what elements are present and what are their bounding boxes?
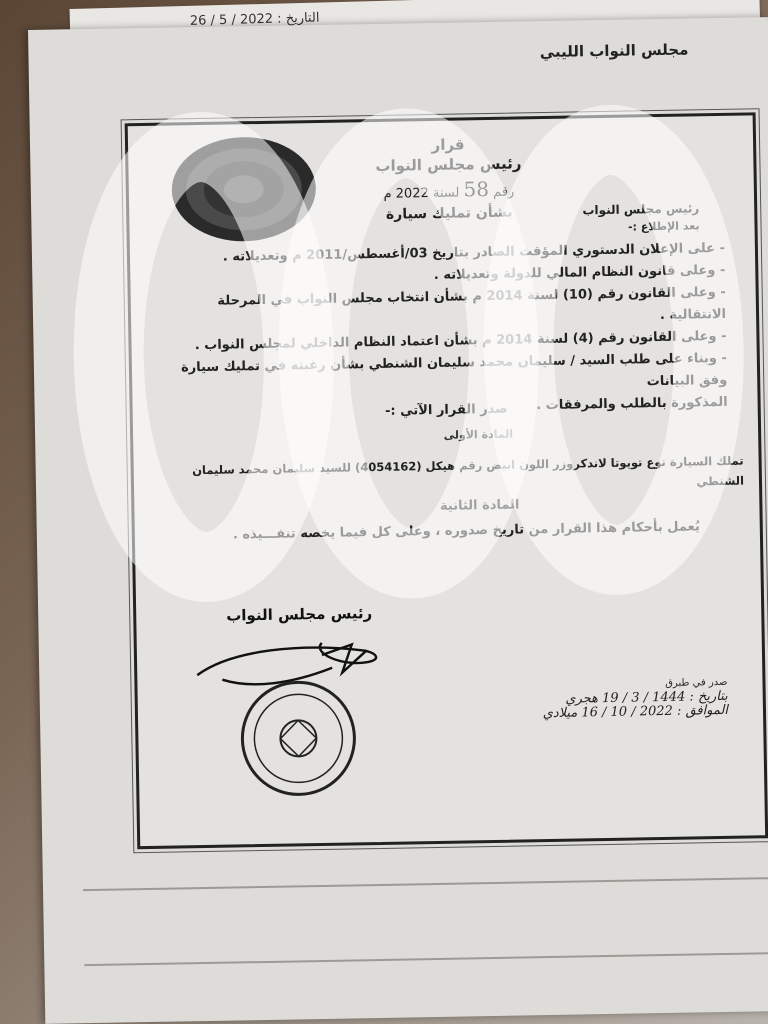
registration-block [527,676,728,721]
preamble-clauses [165,238,728,424]
number-prefix: رقم [492,184,515,200]
article-1-text: تملك السيارة نوع تويوتا لاندكروزر اللون ابيض رقم هيكل (4054162) للسيد سليمان محمد سليمان الشنطي [192,453,745,489]
from-label: رئيس مجلس النواب [582,201,700,218]
document-sheet [28,17,768,1024]
official-stamp-icon [237,677,359,799]
after-review-label: بعد الإطلاع :- [627,219,700,234]
underlying-date: التاريخ : 2022 / 5 / 26 [189,10,320,29]
embossed-seal-icon [168,133,320,246]
clause-item: - وبناء على طلب السيد / سليمان محمد سليمان الشنطي بشأن رغبته في تمليك سيارة وفق البيانات [180,350,728,390]
signatory-title: رئيس مجلس النواب [226,604,373,625]
article-2-heading: المادة الثانية [439,497,520,514]
article-1-heading: المادة الأولى [443,427,514,442]
issuer-title: رئيس مجلس النواب [375,154,522,175]
decision-number-line [329,176,569,204]
paper-fold-line [84,952,768,966]
clause-item: - على الإعلان الدستوري المؤقت الصادر بتاريخ 03/أغسطس/2011 م وتعديلاته . [222,240,726,265]
clause-item: المذكورة بالطلب والمرفقات . [536,394,728,414]
clause-item: - وعلى قانون النظام المالي للدولة وتعديلاته . [433,262,726,283]
article-2-text: يُعمل بأحكام هذا القرار من تاريخ صدوره ، وعلى كل فيما يخصه تنفـــيذه . [232,519,700,543]
gregorian-date: الموافق : 2022 / 10 / 16 ميلادي [542,702,729,722]
sheet-top-label: مجلس النواب الليبي [539,40,689,62]
issued-heading: صدر القرار الآتي :- [384,401,508,419]
decision-header [328,134,569,224]
number-suffix: لسنة 2022 م [383,185,460,202]
issued-place: صدر في طبرق [665,676,728,689]
decision-subject: بشأن تمليك سيارة [385,204,513,223]
decision-frame [125,112,768,849]
hijri-date: بتاريخ : 1444 / 3 / 19 هجري [565,688,728,707]
decision-title: قرار [431,135,465,154]
clause-item: - وعلى القانون رقم (10) لسنة 2014 م بشأن انتخاب مجلس النواب في المرحلة الانتقالية . [217,284,727,324]
decision-number: 58 [463,176,490,202]
clause-item: - وعلى القانون رقم (4) لسنة 2014 م بشأن اعتماد النظام الداخلي لمجلس النواب . [194,328,727,354]
paper-fold-line [83,877,768,891]
